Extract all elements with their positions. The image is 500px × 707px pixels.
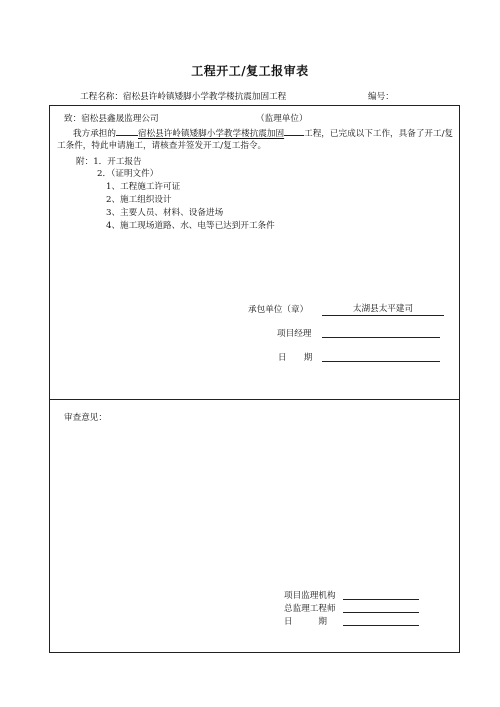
para-project: 宿松县许岭镇矮脚小学教学楼抗震加固 [137,129,285,139]
attachment-item-2: 2、施工组织设计 [106,195,172,205]
project-name-row [80,91,286,103]
manager-signature-line [322,337,440,338]
request-date-line [322,361,440,362]
project-name: 宿松县许岭镇矮脚小学教学楼抗震加固工程 [122,92,287,102]
section-divider [49,399,460,400]
contractor-label: 承包单位（章） [248,305,309,315]
supervisor-company: 宿松县鑫晟监理公司 [81,114,159,124]
contractor-name: 太湖县太平建司 [322,303,444,316]
para-prefix: 我方承担的 [73,129,116,139]
to-row [64,113,159,125]
page-title: 工程开工/复工报审表 [191,64,309,78]
attachment-item-4: 4、施工现场道路、水、电等已达到开工条件 [106,221,275,231]
review-chief-label: 总监理工程师 [284,604,336,614]
para-blank-left [116,126,138,136]
review-chief-line [343,612,419,613]
review-org-label: 项目监理机构 [284,591,336,601]
project-label: 工程名称： [80,92,123,102]
request-paragraph [57,126,455,152]
supervisor-note: （监理单位） [256,114,308,124]
proof-label: 2．（证明文件） [97,169,159,179]
review-opinion-label: 审查意见： [64,413,107,423]
attachment-item-1: 1、工程施工许可证 [106,182,181,192]
to-label: 致： [64,114,82,124]
attachments-label: 附：1．开工报告 [76,157,142,167]
review-org-line [343,599,419,600]
review-date-label: 日 期 [284,617,327,627]
manager-label: 项目经理 [277,329,312,339]
request-date-label: 日 期 [278,353,313,363]
attachment-item-3: 3、主要人员、材料、设备进场 [106,208,224,218]
para-blank-right [284,126,304,136]
para-suffix: 工程，已完成以下工作，具备了开工/复工条件，特此申请施工，请核查并签发开工/复工指令。 [57,129,454,151]
number-label: 编号： [368,92,394,102]
review-date-line [343,625,419,626]
